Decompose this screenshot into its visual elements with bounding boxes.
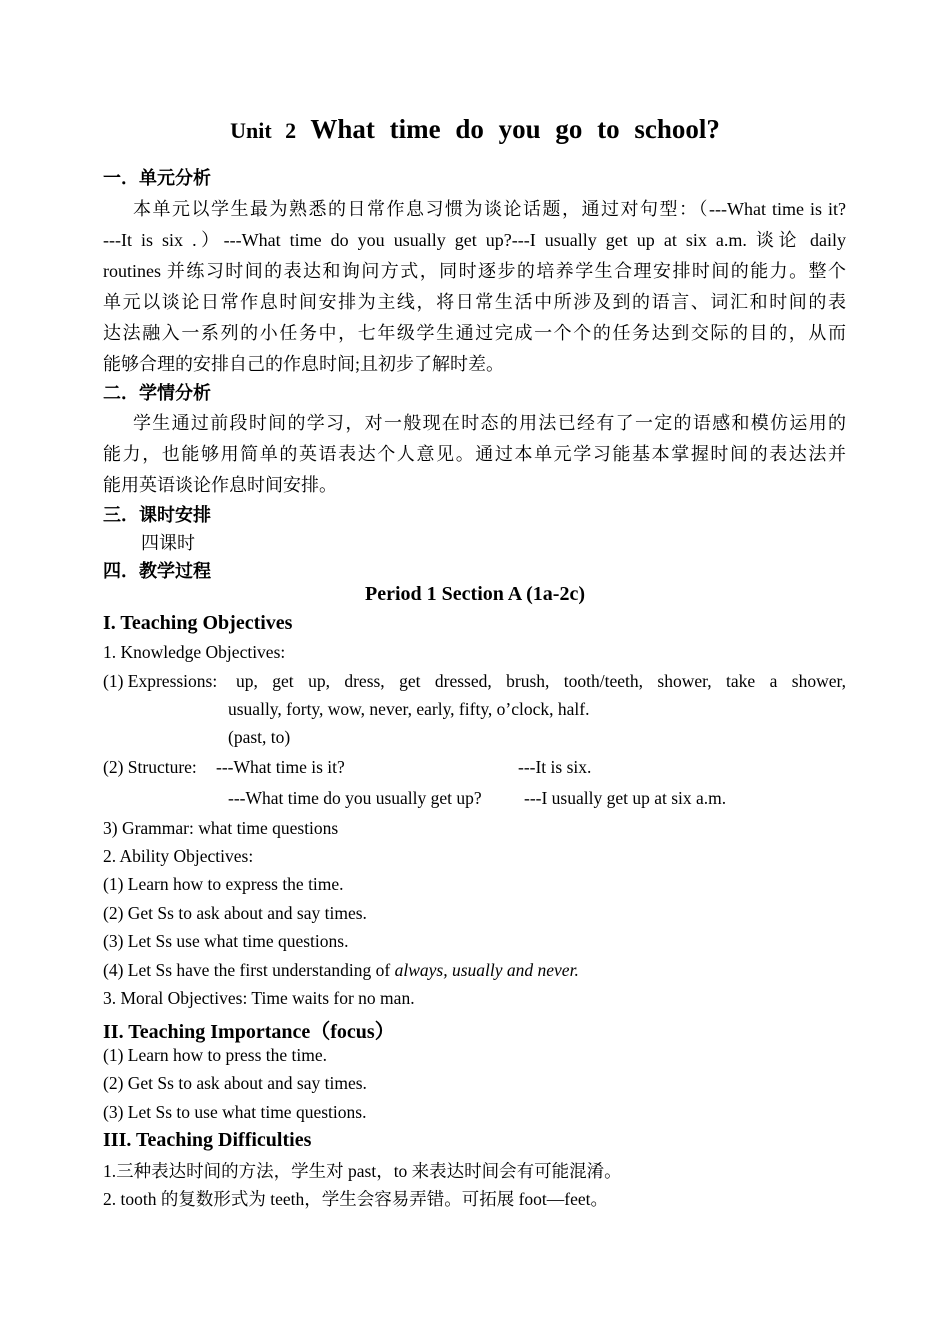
ability-item-4-italic: always, usually and never.: [394, 960, 579, 980]
structure-answer-2: ---I usually get up at six a.m.: [524, 788, 727, 808]
section1-line-6: 能够合理的安排自己的作息时间;且初步了解时差。: [103, 354, 504, 374]
section2-line-1: 学生通过前段时间的学习，对一般现在时态的用法已经有了一定的语感和模仿运用的: [133, 413, 846, 433]
structure-answer-1: ---It is six.: [518, 757, 592, 777]
ability-item-1: (1) Learn how to express the time.: [103, 874, 344, 894]
moral-objectives: 3. Moral Objectives: Time waits for no man.: [103, 988, 415, 1008]
expressions-label: (1) Expressions:: [103, 671, 218, 691]
structure-question-1: ---What time is it?: [216, 757, 345, 777]
section1-line-5: 达法融入一系列的小任务中，七年级学生通过完成一个个的任务达到交际的目的，从而: [103, 323, 846, 343]
section1-line-1: 本单元以学生最为熟悉的日常作息习惯为谈论话题，通过对句型：（---What time is it?: [133, 199, 846, 219]
importance-item-1: (1) Learn how to press the time.: [103, 1045, 328, 1065]
expressions-line-3: (past, to): [228, 727, 291, 747]
knowledge-objectives: 1. Knowledge Objectives:: [103, 642, 286, 662]
importance-heading: II. Teaching Importance（focus）: [103, 1021, 395, 1043]
expressions-line-1: up, get up, dress, get dressed, brush, tooth/teeth, shower, take a shower,: [236, 671, 846, 691]
structure-label: (2) Structure:: [103, 757, 197, 777]
ability-item-4-text: (4) Let Ss have the first understanding of: [103, 960, 395, 980]
ability-item-4: [103, 960, 579, 981]
section3-heading: 三．课时安排: [103, 505, 211, 526]
grammar-line: 3) Grammar: what time questions: [103, 818, 339, 838]
ability-item-3: (3) Let Ss use what time questions.: [103, 931, 349, 951]
period-heading: Period 1 Section A (1a-2c): [365, 583, 585, 605]
difficulties-item-1: 1.三种表达时间的方法，学生对 past，to 来表达时间会有可能混淆。: [103, 1161, 622, 1181]
section1-line-4: 单元以谈论日常作息时间安排为主线，将日常生活中所涉及到的语言、词汇和时间的表: [103, 292, 846, 312]
difficulties-item-2: 2. tooth 的复数形式为 teeth，学生会容易弄错。可拓展 foot—feet。: [103, 1189, 609, 1209]
objectives-heading: I. Teaching Objectives: [103, 612, 293, 634]
title-main: What time do you go to school?: [310, 114, 720, 144]
ability-objectives: 2. Ability Objectives:: [103, 846, 254, 866]
page-title: [0, 114, 950, 145]
importance-item-2: (2) Get Ss to ask about and say times.: [103, 1073, 367, 1093]
section2-heading: 二．学情分析: [103, 383, 211, 404]
section4-heading: 四．教学过程: [103, 561, 211, 582]
section1-line-3: routines 并练习时间的表达和询问方式，同时逐步的培养学生合理安排时间的能力。整个: [103, 261, 846, 281]
importance-item-3: (3) Let Ss to use what time questions.: [103, 1102, 367, 1122]
structure-question-2: ---What time do you usually get up?: [228, 788, 482, 808]
section2-line-2: 能力，也能够用简单的英语表达个人意见。通过本单元学习能基本掌握时间的表达法并: [103, 444, 846, 464]
section1-heading: 一．单元分析: [103, 168, 211, 189]
section3-text: 四课时: [141, 533, 195, 553]
difficulties-heading: III. Teaching Difficulties: [103, 1129, 312, 1151]
ability-item-2: (2) Get Ss to ask about and say times.: [103, 903, 367, 923]
section2-line-3: 能用英语谈论作息时间安排。: [103, 475, 337, 495]
expressions-line-2: usually, forty, wow, never, early, fifty, o’clock, half.: [228, 699, 590, 719]
title-unit: Unit 2: [230, 118, 297, 143]
section1-line-2: ---It is six .）---What time do you usually get up?---I usually get up at six a.m. 谈论 daily: [103, 230, 846, 250]
